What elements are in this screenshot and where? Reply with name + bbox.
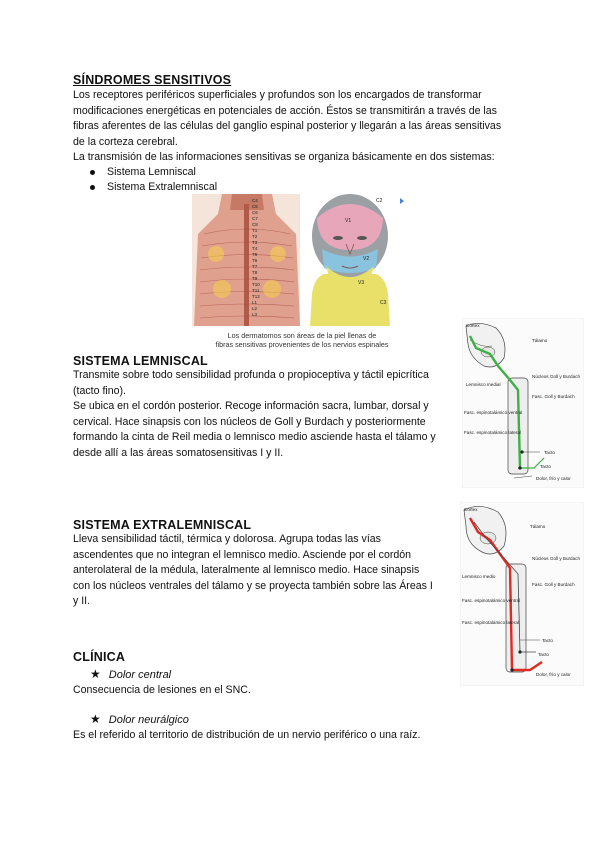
diagram-label: Córtex	[464, 507, 478, 512]
figure-caption	[192, 331, 412, 349]
diagram-label: Tálamo	[530, 524, 546, 529]
extralemniscal-line: ascendentes que no integran el lemnisco medio. Asciende por el cordón	[73, 548, 412, 561]
extralemniscal-line: y II.	[73, 595, 91, 608]
face-label: V1	[345, 218, 352, 224]
diagram-label: Fasc. espinotalámico lateral	[462, 620, 519, 625]
face-label: V3	[358, 280, 365, 286]
face-label: V2	[363, 256, 370, 262]
lemniscal-pathway-diagram	[462, 318, 584, 488]
clinica-item-dolor-central	[90, 667, 171, 681]
section-title-sindromes: SÍNDROMES SENSITIVOS	[73, 73, 232, 87]
diagram-label: Fasc. espinotalámico ventral	[464, 410, 523, 415]
bullet-dot-icon	[90, 185, 95, 190]
lemniscal-line: formando la cinta de Reil media o lemnisco medio asciende hasta el tálamo y	[73, 431, 436, 444]
back-label: T7	[252, 264, 258, 269]
diagram-label: Dolor, frío y calor	[536, 476, 571, 481]
diagram-label: Lemnisco medial	[466, 382, 501, 387]
star-icon: ★	[90, 667, 101, 681]
extralemniscal-pathway-diagram	[460, 502, 584, 686]
caption-line: fibras sensitivas provenientes de los nervios espinales	[215, 340, 389, 349]
diagram-label: Fasc. Goll y Burdach	[532, 394, 575, 399]
extralemniscal-line: Lleva sensibilidad táctil, térmica y dolorosa. Agrupa todas las vías	[73, 533, 381, 545]
back-label: C4	[252, 198, 258, 203]
back-label: T2	[252, 234, 258, 239]
clinica-item-label: Dolor central	[108, 669, 172, 681]
diagram-label: Fasc. Goll y Burdach	[532, 582, 575, 587]
section-title-clinica: CLÍNICA	[73, 650, 126, 664]
back-label: L3	[252, 312, 258, 317]
back-label: C6	[252, 210, 258, 215]
face-label: C3	[380, 300, 387, 306]
clinica-text-neuralgico: Es el referido al territorio de distribución de un nervio periférico o una raíz.	[73, 729, 421, 741]
back-label: T8	[252, 270, 258, 275]
intro-line: La transmisión de las informaciones sensitivas se organiza básicamente en dos sistemas:	[73, 151, 495, 164]
diagram-label: Tacto	[544, 450, 555, 455]
diagram-label: Tálamo	[532, 338, 548, 343]
back-label: T5	[252, 252, 258, 257]
bullet-item	[90, 165, 217, 180]
extralemniscal-line: anterolateral de la médula, lateralmente al lemnisco medio. Hace sinapsis	[73, 564, 420, 577]
bullet-list	[90, 165, 217, 195]
back-label: C5	[252, 204, 258, 209]
extralemniscal-paragraph	[73, 532, 450, 610]
dermatome-illustration	[192, 194, 412, 326]
back-label: T4	[252, 246, 258, 251]
lemniscal-line: desde allí a las áreas somatosensitivas I y II.	[73, 446, 284, 459]
intro-line: fibras aferentes de las células del ganglio espinal posterior y llegarán a las áreas sensitivas	[73, 120, 502, 133]
back-label: T6	[252, 258, 258, 263]
diagram-label: Córtex	[466, 323, 480, 328]
intro-line: modificaciones energéticas en potenciales de acción. Éstos se transmitirán a través de las	[73, 104, 497, 117]
diagram-label: Tacto	[538, 652, 549, 657]
back-label: T1	[252, 228, 258, 233]
back-label: L2	[252, 306, 258, 311]
lemniscal-line: (tacto fino).	[73, 384, 126, 397]
clinica-text-central: Consecuencia de lesiones en el SNC.	[73, 684, 251, 696]
play-arrow-icon	[400, 198, 404, 204]
extralemniscal-line: con los núcleos ventrales del tálamo y se proyecta también sobre las Áreas I	[73, 579, 433, 592]
lemniscal-line: Transmite sobre todo sensibilidad profunda o propioceptiva y táctil epicrítica	[73, 369, 429, 381]
diagram-label: Fasc. espinotalámico ventral	[462, 598, 521, 603]
diagram-label: Tacto	[542, 638, 553, 643]
lemniscal-paragraph	[73, 368, 453, 462]
intro-paragraph	[73, 88, 528, 166]
lemniscal-line: Se ubica en el cordón posterior. Recoge información sacra, lumbar, dorsal y	[73, 400, 429, 413]
diagram-label: Dolor, frío y calor	[536, 672, 571, 677]
diagram-label: Tacto	[540, 464, 551, 469]
diagram-label: Lemnisco medio	[462, 574, 496, 579]
back-label: T10	[252, 282, 260, 287]
bullet-text: Sistema Lemniscal	[107, 166, 196, 178]
star-icon: ★	[90, 712, 101, 726]
clinica-item-label: Dolor neurálgico	[108, 714, 189, 726]
intro-line: de la corteza cerebral.	[73, 135, 178, 148]
diagram-label: Núcleos Goll y Burdach	[532, 374, 581, 379]
dermatome-figure	[192, 194, 412, 349]
back-label: C8	[252, 222, 258, 227]
clinica-item-dolor-neuralgico	[90, 712, 189, 726]
lemniscal-line: cervical. Hace sinapsis con los núcleos de Goll y Burdach y posteriormente	[73, 415, 426, 428]
bullet-dot-icon	[90, 170, 95, 175]
back-label: L1	[252, 300, 258, 305]
diagram-label: Fasc. espinotalámico lateral	[464, 430, 521, 435]
face-label: C2	[376, 198, 383, 204]
back-label: T11	[252, 288, 260, 293]
back-label: T9	[252, 276, 258, 281]
bullet-item	[90, 180, 217, 195]
section-title-extralemniscal: SISTEMA EXTRALEMNISCAL	[73, 518, 252, 532]
intro-line: Los receptores periféricos superficiales y profundos son los encargados de transformar	[73, 89, 482, 101]
back-label: C7	[252, 216, 258, 221]
back-label: T12	[252, 294, 260, 299]
bullet-text: Sistema Extralemniscal	[107, 181, 218, 193]
section-title-lemniscal: SISTEMA LEMNISCAL	[73, 354, 208, 368]
diagram-label: Núcleos Goll y Burdach	[532, 556, 581, 561]
caption-line: Los dermatomos son áreas de la piel llenas de	[227, 331, 377, 340]
back-label: T3	[252, 240, 258, 245]
